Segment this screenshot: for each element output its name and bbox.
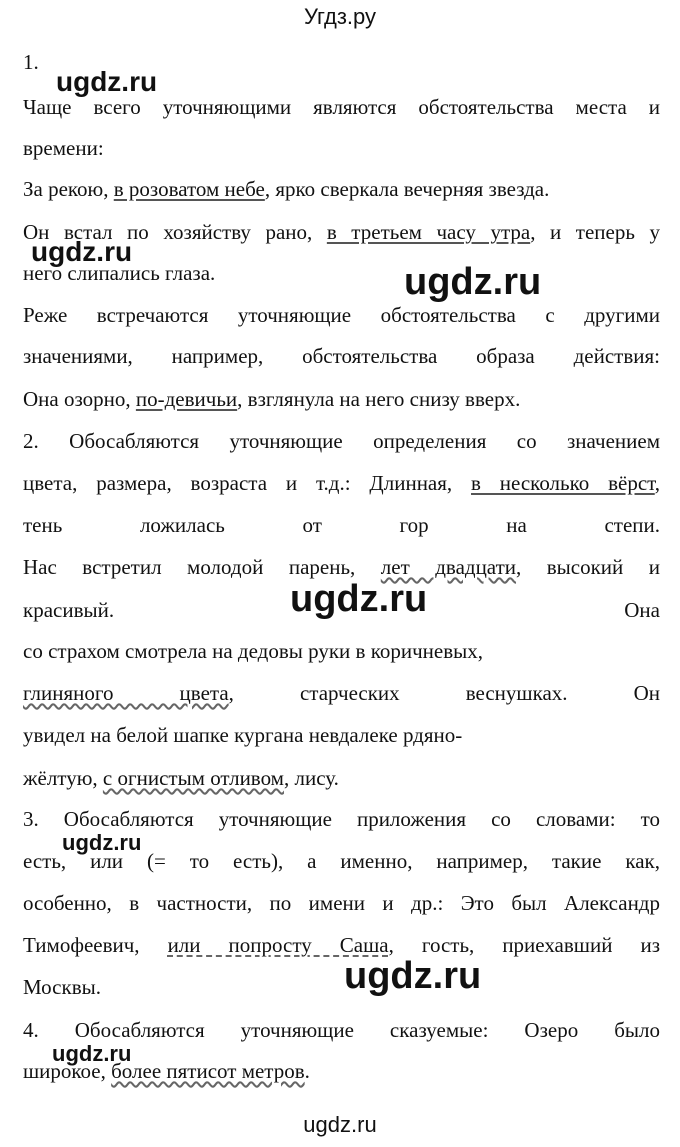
text-fragment: Нас встретил молодой парень,	[23, 555, 381, 579]
text-line: 2. Обосабляются уточняющие определения со значением	[23, 429, 660, 453]
text-line	[23, 470, 660, 496]
text-fragment: красивый.	[23, 598, 115, 622]
text-fragment: , ярко сверкала вечерняя звезда.	[264, 177, 550, 201]
text-line: особенно, в частности, по имени и др.: Это был Александр	[23, 891, 660, 915]
text-fragment: Он встал по хозяйству рано,	[23, 220, 327, 244]
text-line: есть, или (= то есть), а именно, например, такие как,	[23, 849, 660, 873]
underlined-phrase: по-девичьи	[135, 387, 238, 411]
text-line	[23, 765, 339, 791]
text-fragment: , лису.	[283, 766, 339, 790]
underlined-phrase: лет двадцати	[380, 555, 517, 579]
text-line: Москвы.	[23, 975, 101, 999]
watermark: ugdz.ru	[290, 578, 428, 620]
underlined-phrase: или попросту Саша	[167, 933, 389, 957]
text-fragment: .	[304, 1059, 310, 1083]
text-line	[23, 680, 660, 706]
text-fragment: Она озорно,	[23, 387, 136, 411]
text-line: времени:	[23, 136, 104, 160]
underlined-phrase: в третьем часу утра	[326, 220, 531, 244]
text-line: него слипались глаза.	[23, 261, 216, 285]
watermark: ugdz.ru	[404, 261, 542, 303]
example-line	[23, 176, 549, 202]
text-fragment: ,	[654, 471, 660, 495]
text-line	[23, 554, 660, 580]
text-fragment: , гость, приехавший из	[388, 933, 660, 957]
watermark: ugdz.ru	[62, 830, 142, 855]
watermark: ugdz.ru	[31, 236, 133, 267]
text-fragment: Тимофеевич,	[23, 933, 168, 957]
text-fragment: , и теперь у	[530, 220, 660, 244]
text-fragment: широкое,	[23, 1059, 112, 1083]
underlined-phrase: глиняного цвета	[23, 681, 229, 705]
text-fragment: Он	[633, 681, 660, 705]
text-fragment: , взглянула на него снизу вверх.	[237, 387, 521, 411]
watermark: ugdz.ru	[52, 1041, 132, 1066]
underlined-phrase: в розоватом небе	[113, 177, 265, 201]
text-line: значениями, например, обстоятельства образа действия:	[23, 344, 660, 368]
example-line	[23, 219, 660, 245]
text-line: 4. Обосабляются уточняющие сказуемые: Озеро было	[23, 1018, 660, 1042]
underlined-phrase: более пятисот метров	[111, 1059, 305, 1083]
text-fragment: Она	[624, 598, 660, 622]
page-header: Угдз.ру	[303, 4, 377, 29]
underlined-phrase: в несколько вёрст	[471, 471, 655, 495]
text-fragment: , старческих веснушках.	[228, 681, 568, 705]
text-line	[23, 597, 660, 623]
text-line: тень ложилась от гор на степи.	[23, 513, 660, 537]
paragraph-number: 1.	[23, 50, 39, 74]
text-line: Чаще всего уточняющими являются обстоятельства места и	[23, 95, 660, 119]
text-line	[23, 1058, 310, 1084]
text-line: со страхом смотрела на дедовы руки в коричневых,	[23, 639, 483, 663]
watermark: ugdz.ru	[56, 66, 158, 97]
underlined-phrase: с огнистым отливом	[102, 766, 284, 790]
text-fragment: За рекою,	[23, 177, 114, 201]
page-footer: ugdz.ru	[303, 1112, 377, 1137]
text-line	[23, 932, 660, 958]
text-line: 3. Обосабляются уточняющие приложения со словами: то	[23, 807, 660, 831]
text-line: Реже встречаются уточняющие обстоятельства с другими	[23, 303, 660, 327]
example-line	[23, 386, 520, 412]
text-line: увидел на белой шапке кургана невдалеке рдяно-	[23, 723, 463, 747]
text-fragment: цвета, размера, возраста и т.д.: Длинная,	[23, 471, 472, 495]
watermark: ugdz.ru	[344, 955, 482, 997]
text-fragment: , высокий и	[516, 555, 661, 579]
text-fragment: жёлтую,	[23, 766, 103, 790]
